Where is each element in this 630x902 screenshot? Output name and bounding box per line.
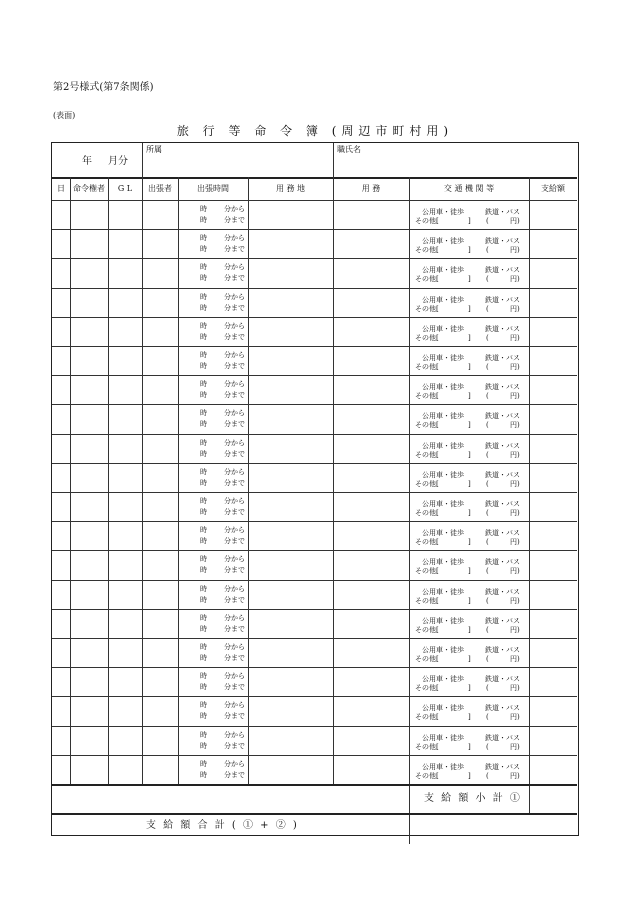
table-row <box>52 580 577 609</box>
col-transport: 交 通 機 関 等 <box>443 184 495 193</box>
side-label: (表面) <box>53 111 76 120</box>
transport-other-open: その他[ <box>415 742 439 751</box>
time-from-hour: 時 <box>200 730 207 739</box>
transport-yen-open: ( <box>486 246 489 255</box>
transport-other-open: その他[ <box>415 538 439 547</box>
transport-other-close: ] <box>468 450 471 459</box>
time-to-hour: 時 <box>200 245 207 254</box>
transport-yen-open: ( <box>486 625 489 634</box>
time-from-min: 分から <box>224 263 245 272</box>
transport-rail: 鉄道・バス <box>485 529 520 538</box>
transport-rail: 鉄道・バス <box>485 558 520 567</box>
transport-rail: 鉄道・バス <box>485 587 520 596</box>
transport-yen-close: 円) <box>510 655 520 663</box>
total-label: 支 給 額 合 計 ( ① + ② ) <box>146 820 299 831</box>
table-row <box>52 667 577 696</box>
time-from-hour: 時 <box>200 555 207 564</box>
transport-other-open: その他[ <box>415 684 439 693</box>
transport-public: 公用車・徒歩 <box>422 587 464 596</box>
transport-other-close: ] <box>468 596 471 605</box>
row-divider <box>52 580 577 581</box>
table-row <box>52 404 577 433</box>
year-label: 年 <box>82 156 92 167</box>
time-to-min: 分まで <box>224 566 245 575</box>
transport-yen-open: ( <box>486 509 489 517</box>
row-divider <box>52 434 577 435</box>
transport-rail: 鉄道・バス <box>485 208 520 216</box>
table-row <box>52 492 577 521</box>
time-to-hour: 時 <box>200 303 207 312</box>
transport-yen-close: 円) <box>510 479 520 488</box>
time-from-min: 分から <box>224 672 245 681</box>
transport-other-close: ] <box>468 333 471 342</box>
col-day: 日 <box>57 184 65 193</box>
transport-other-close: ] <box>468 304 471 313</box>
transport-yen-open: ( <box>486 392 489 401</box>
rows-bottom <box>52 784 577 786</box>
table-row <box>52 463 577 492</box>
transport-rail: 鉄道・バス <box>485 295 520 304</box>
time-from-min: 分から <box>224 467 245 476</box>
table-row <box>52 755 577 784</box>
transport-public: 公用車・徒歩 <box>422 616 464 625</box>
transport-rail: 鉄道・バス <box>485 237 520 246</box>
time-from-hour: 時 <box>200 205 207 213</box>
time-to-min: 分まで <box>224 362 245 370</box>
time-from-min: 分から <box>224 526 245 535</box>
time-to-min: 分まで <box>224 303 245 312</box>
time-to-hour: 時 <box>200 654 207 662</box>
top-divider-2 <box>333 143 334 177</box>
time-from-min: 分から <box>224 234 245 243</box>
transport-yen-open: ( <box>486 217 489 225</box>
table-row <box>52 638 577 667</box>
time-to-min: 分まで <box>224 391 245 400</box>
transport-other-open: その他[ <box>415 713 439 722</box>
time-to-hour: 時 <box>200 216 207 224</box>
transport-other-open: その他[ <box>415 450 439 459</box>
row-divider <box>52 258 577 259</box>
row-divider <box>52 229 577 230</box>
time-to-min: 分まで <box>224 770 245 779</box>
transport-other-close: ] <box>468 771 471 780</box>
transport-public: 公用車・徒歩 <box>422 733 464 742</box>
table-row <box>52 726 577 755</box>
transport-other-close: ] <box>468 217 471 225</box>
time-from-hour: 時 <box>200 759 207 768</box>
time-from-min: 分から <box>224 380 245 389</box>
time-to-hour: 時 <box>200 770 207 779</box>
transport-public: 公用車・徒歩 <box>422 762 464 771</box>
transport-public: 公用車・徒歩 <box>422 324 464 333</box>
time-to-hour: 時 <box>200 478 207 487</box>
time-to-hour: 時 <box>200 274 207 283</box>
transport-rail: 鉄道・バス <box>485 470 520 479</box>
time-to-hour: 時 <box>200 449 207 458</box>
time-from-hour: 時 <box>200 672 207 681</box>
transport-yen-close: 円) <box>510 713 520 722</box>
time-from-hour: 時 <box>200 643 207 651</box>
transport-rail: 鉄道・バス <box>485 675 520 684</box>
transport-other-open: その他[ <box>415 275 439 284</box>
row-divider <box>52 492 577 493</box>
time-from-hour: 時 <box>200 467 207 476</box>
transport-rail: 鉄道・バス <box>485 354 520 362</box>
time-to-hour: 時 <box>200 508 207 516</box>
row-divider <box>52 726 577 727</box>
time-to-hour: 時 <box>200 391 207 400</box>
time-from-hour: 時 <box>200 497 207 505</box>
transport-other-open: その他[ <box>415 596 439 605</box>
time-to-min: 分まで <box>224 216 245 224</box>
transport-rail: 鉄道・バス <box>485 324 520 333</box>
transport-yen-open: ( <box>486 567 489 576</box>
col-authorizer: 命令権者 <box>73 184 105 193</box>
time-to-min: 分まで <box>224 683 245 692</box>
table-row <box>52 258 577 287</box>
row-divider <box>52 346 577 347</box>
time-from-min: 分から <box>224 292 245 301</box>
time-from-min: 分から <box>224 205 245 213</box>
transport-yen-close: 円) <box>510 275 520 284</box>
transport-rail: 鉄道・バス <box>485 412 520 421</box>
transport-yen-close: 円) <box>510 421 520 430</box>
transport-other-open: その他[ <box>415 333 439 342</box>
transport-yen-open: ( <box>486 479 489 488</box>
transport-rail: 鉄道・バス <box>485 383 520 392</box>
time-from-hour: 時 <box>200 584 207 593</box>
time-from-min: 分から <box>224 409 245 418</box>
table-row <box>52 434 577 463</box>
transport-public: 公用車・徒歩 <box>422 470 464 479</box>
transport-other-close: ] <box>468 655 471 663</box>
transport-rail: 鉄道・バス <box>485 762 520 771</box>
row-divider <box>52 755 577 756</box>
col-destination: 用 務 地 <box>275 184 306 193</box>
transport-yen-open: ( <box>486 538 489 547</box>
time-to-hour: 時 <box>200 595 207 604</box>
transport-other-close: ] <box>468 509 471 517</box>
transport-other-open: その他[ <box>415 625 439 634</box>
transport-yen-open: ( <box>486 684 489 693</box>
month-label: 月分 <box>108 156 128 167</box>
time-from-min: 分から <box>224 555 245 564</box>
time-to-min: 分まで <box>224 332 245 341</box>
table-row <box>52 288 577 317</box>
time-to-min: 分まで <box>224 712 245 721</box>
time-to-hour: 時 <box>200 420 207 429</box>
time-to-hour: 時 <box>200 624 207 633</box>
name-label: 職氏名 <box>337 145 361 154</box>
transport-yen-open: ( <box>486 333 489 342</box>
transport-other-close: ] <box>468 392 471 401</box>
transport-yen-open: ( <box>486 450 489 459</box>
time-from-min: 分から <box>224 759 245 768</box>
row-divider <box>52 696 577 697</box>
transport-yen-open: ( <box>486 596 489 605</box>
transport-other-open: その他[ <box>415 421 439 430</box>
time-from-hour: 時 <box>200 409 207 418</box>
time-from-hour: 時 <box>200 292 207 301</box>
table-row <box>52 550 577 579</box>
table-row <box>52 346 577 375</box>
table-row <box>52 521 577 550</box>
transport-other-close: ] <box>468 625 471 634</box>
time-from-min: 分から <box>224 730 245 739</box>
table-row <box>52 317 577 346</box>
time-from-min: 分から <box>224 351 245 359</box>
transport-other-open: その他[ <box>415 509 439 517</box>
transport-public: 公用車・徒歩 <box>422 412 464 421</box>
time-from-hour: 時 <box>200 526 207 535</box>
transport-other-close: ] <box>468 742 471 751</box>
transport-yen-open: ( <box>486 304 489 313</box>
transport-public: 公用車・徒歩 <box>422 675 464 684</box>
transport-rail: 鉄道・バス <box>485 704 520 713</box>
form-number: 第2号様式(第7条関係) <box>53 82 154 93</box>
transport-rail: 鉄道・バス <box>485 500 520 508</box>
transport-other-open: その他[ <box>415 246 439 255</box>
time-to-min: 分まで <box>224 654 245 662</box>
time-to-min: 分まで <box>224 420 245 429</box>
transport-public: 公用車・徒歩 <box>422 558 464 567</box>
transport-public: 公用車・徒歩 <box>422 295 464 304</box>
transport-public: 公用車・徒歩 <box>422 500 464 508</box>
transport-other-open: その他[ <box>415 363 439 371</box>
subtotal-label: 支 給 額 小 計 ① <box>424 793 522 804</box>
time-to-min: 分まで <box>224 245 245 254</box>
transport-yen-close: 円) <box>510 567 520 576</box>
time-to-min: 分まで <box>224 508 245 516</box>
transport-yen-close: 円) <box>510 217 520 225</box>
time-to-hour: 時 <box>200 683 207 692</box>
transport-public: 公用車・徒歩 <box>422 266 464 275</box>
time-from-min: 分から <box>224 613 245 622</box>
top-divider-1 <box>142 143 143 177</box>
transport-other-open: その他[ <box>415 655 439 663</box>
row-divider <box>52 667 577 668</box>
transport-other-open: その他[ <box>415 392 439 401</box>
transport-other-open: その他[ <box>415 304 439 313</box>
top-section-bottom <box>52 177 577 179</box>
transport-other-close: ] <box>468 684 471 693</box>
transport-other-close: ] <box>468 479 471 488</box>
transport-yen-close: 円) <box>510 771 520 780</box>
transport-yen-open: ( <box>486 421 489 430</box>
transport-other-close: ] <box>468 538 471 547</box>
time-from-hour: 時 <box>200 263 207 272</box>
row-divider <box>52 609 577 610</box>
row-divider <box>52 288 577 289</box>
table-row <box>52 229 577 258</box>
transport-other-close: ] <box>468 713 471 722</box>
transport-yen-close: 円) <box>510 509 520 517</box>
time-from-hour: 時 <box>200 380 207 389</box>
time-from-min: 分から <box>224 438 245 447</box>
row-divider <box>52 638 577 639</box>
transport-yen-open: ( <box>486 655 489 663</box>
time-from-hour: 時 <box>200 701 207 710</box>
time-to-min: 分まで <box>224 741 245 750</box>
subtotal-bottom <box>52 813 577 815</box>
transport-yen-open: ( <box>486 363 489 371</box>
transport-public: 公用車・徒歩 <box>422 208 464 216</box>
table-row <box>52 696 577 725</box>
time-to-min: 分まで <box>224 624 245 633</box>
time-to-min: 分まで <box>224 449 245 458</box>
transport-other-open: その他[ <box>415 771 439 780</box>
transport-other-close: ] <box>468 421 471 430</box>
transport-public: 公用車・徒歩 <box>422 529 464 538</box>
transport-yen-open: ( <box>486 771 489 780</box>
transport-other-open: その他[ <box>415 217 439 225</box>
transport-yen-close: 円) <box>510 742 520 751</box>
transport-yen-close: 円) <box>510 246 520 255</box>
time-from-hour: 時 <box>200 438 207 447</box>
time-to-min: 分まで <box>224 537 245 546</box>
time-from-hour: 時 <box>200 613 207 622</box>
time-to-hour: 時 <box>200 537 207 546</box>
row-divider <box>52 404 577 405</box>
time-from-min: 分から <box>224 584 245 593</box>
department-label: 所属 <box>146 145 162 154</box>
transport-rail: 鉄道・バス <box>485 616 520 625</box>
time-from-min: 分から <box>224 321 245 330</box>
transport-yen-close: 円) <box>510 538 520 547</box>
transport-rail: 鉄道・バス <box>485 733 520 742</box>
table-row <box>52 609 577 638</box>
transport-rail: 鉄道・バス <box>485 646 520 654</box>
table-row <box>52 375 577 404</box>
transport-yen-close: 円) <box>510 596 520 605</box>
form-title: 旅 行 等 命 令 簿 (周辺市町村用) <box>176 124 454 138</box>
row-divider <box>52 521 577 522</box>
transport-public: 公用車・徒歩 <box>422 441 464 450</box>
time-to-hour: 時 <box>200 566 207 575</box>
transport-rail: 鉄道・バス <box>485 266 520 275</box>
transport-other-close: ] <box>468 246 471 255</box>
row-divider <box>52 375 577 376</box>
col-business: 用 務 <box>361 184 381 193</box>
time-to-hour: 時 <box>200 332 207 341</box>
time-from-min: 分から <box>224 497 245 505</box>
col-traveler: 出張者 <box>148 184 172 193</box>
transport-other-open: その他[ <box>415 567 439 576</box>
time-from-hour: 時 <box>200 321 207 330</box>
transport-public: 公用車・徒歩 <box>422 354 464 362</box>
transport-yen-close: 円) <box>510 333 520 342</box>
transport-yen-close: 円) <box>510 684 520 693</box>
time-to-min: 分まで <box>224 274 245 283</box>
transport-public: 公用車・徒歩 <box>422 237 464 246</box>
transport-yen-open: ( <box>486 275 489 284</box>
time-to-min: 分まで <box>224 478 245 487</box>
transport-other-close: ] <box>468 567 471 576</box>
transport-yen-close: 円) <box>510 392 520 401</box>
col-gl: G L <box>117 184 133 193</box>
table-row <box>52 200 577 229</box>
time-to-hour: 時 <box>200 362 207 370</box>
transport-other-close: ] <box>468 363 471 371</box>
time-from-min: 分から <box>224 701 245 710</box>
time-from-hour: 時 <box>200 351 207 359</box>
transport-yen-close: 円) <box>510 450 520 459</box>
transport-other-open: その他[ <box>415 479 439 488</box>
transport-yen-open: ( <box>486 713 489 722</box>
transport-public: 公用車・徒歩 <box>422 704 464 713</box>
travel-order-table <box>51 142 579 836</box>
transport-yen-close: 円) <box>510 363 520 371</box>
time-from-min: 分から <box>224 643 245 651</box>
transport-yen-close: 円) <box>510 304 520 313</box>
col-payment: 支給額 <box>541 184 565 193</box>
row-divider <box>52 317 577 318</box>
transport-yen-open: ( <box>486 742 489 751</box>
row-divider <box>52 463 577 464</box>
row-divider <box>52 550 577 551</box>
time-to-hour: 時 <box>200 712 207 721</box>
transport-other-close: ] <box>468 275 471 284</box>
col-time: 出張時間 <box>197 184 229 193</box>
transport-public: 公用車・徒歩 <box>422 646 464 654</box>
time-to-hour: 時 <box>200 741 207 750</box>
transport-public: 公用車・徒歩 <box>422 383 464 392</box>
transport-yen-close: 円) <box>510 625 520 634</box>
time-from-hour: 時 <box>200 234 207 243</box>
transport-rail: 鉄道・バス <box>485 441 520 450</box>
time-to-min: 分まで <box>224 595 245 604</box>
